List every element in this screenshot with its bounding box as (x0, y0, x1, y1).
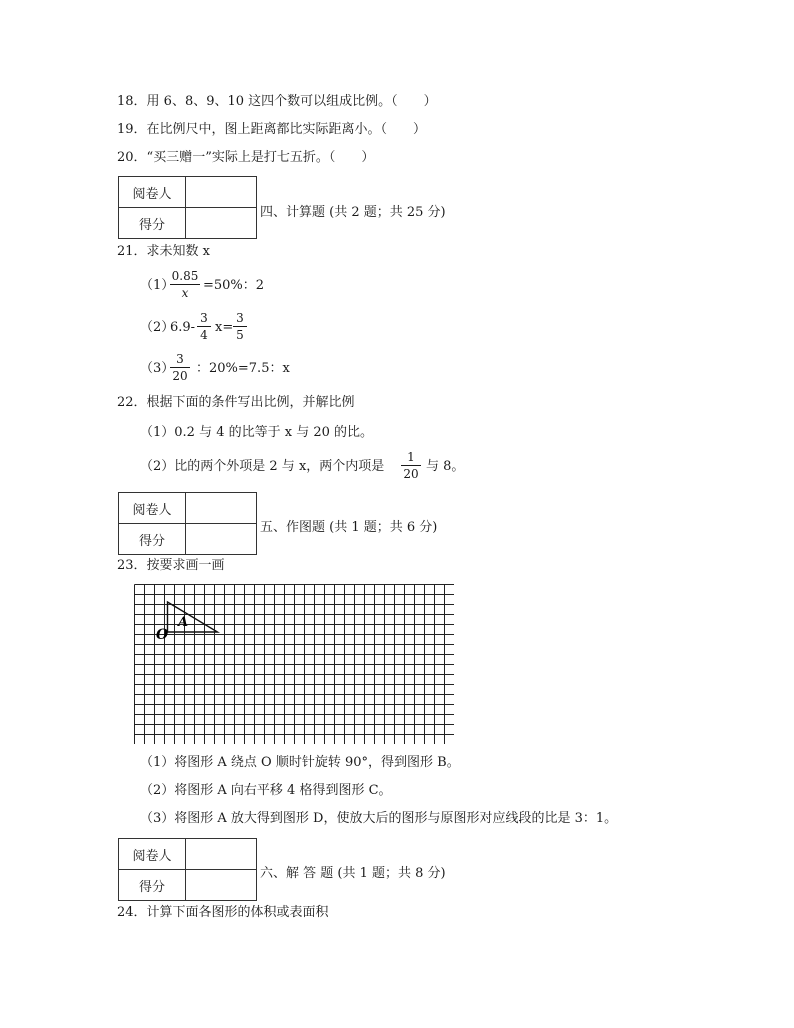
score-blank (186, 208, 257, 239)
q22-part2-post: 与 8。 (426, 459, 465, 474)
label-o: O (156, 627, 169, 643)
q21-part2-pre: 6.9- (170, 320, 196, 335)
fraction-denominator: 5 (236, 328, 244, 342)
question-21-stem: 21．求未知数 x (117, 244, 211, 259)
q23-part3: （3）将图形 A 放大得到图形 D，使放大后的图形与原图形对应线段的比是 3：1。 (140, 811, 618, 826)
question-22-stem: 22．根据下面的条件写出比例，并解比例 (117, 395, 355, 410)
triangle-a (168, 602, 218, 632)
fraction-numerator: 0.85 (171, 269, 199, 283)
q23-part2: （2）将图形 A 向右平移 4 格得到图形 C。 (140, 783, 392, 798)
reviewer-blank (186, 493, 257, 524)
q21-part2-fraction-1 (197, 311, 211, 342)
question-23-stem: 23．按要求画一画 (117, 558, 225, 573)
reviewer-label: 阅卷人 (119, 177, 186, 208)
q21-part3-rest: ：20%=7.5：x (196, 361, 290, 376)
fraction-denominator: 4 (200, 328, 208, 342)
q21-part1-label: （1） (140, 278, 175, 293)
section-4-title: 四、计算题 (共 2 题；共 25 分) (260, 205, 446, 220)
fraction-numerator: 3 (176, 352, 184, 366)
fraction-numerator: 3 (200, 311, 208, 325)
section-6-title: 六、解 答 题 (共 1 题；共 8 分) (260, 866, 446, 881)
fraction-denominator: x (181, 286, 189, 300)
q21-part2-label: （2） (140, 320, 175, 335)
score-box-section-4 (118, 176, 257, 239)
score-blank (186, 870, 257, 901)
score-blank (186, 524, 257, 555)
fraction-numerator: 3 (236, 311, 244, 325)
fraction-numerator: 1 (407, 450, 415, 464)
q22-part2-fraction (401, 450, 421, 481)
score-box-section-5 (118, 492, 257, 555)
score-box-section-6 (118, 838, 257, 901)
q21-part3-fraction (170, 352, 190, 383)
q22-part1: （1）0.2 与 4 的比等于 x 与 20 的比。 (140, 425, 374, 440)
score-label: 得分 (119, 524, 186, 555)
q21-part2-fraction-2 (233, 311, 247, 342)
question-18: 18．用 6、8、9、10 这四个数可以组成比例。（ ） (117, 94, 437, 109)
reviewer-blank (186, 839, 257, 870)
question-19: 19．在比例尺中，图上距离都比实际距离小。（ ） (117, 122, 427, 137)
q21-part3-label: （3） (140, 361, 175, 376)
q21-part1-fraction (170, 269, 200, 300)
q21-part1-rest: =50%：2 (203, 278, 265, 293)
section-5-title: 五、作图题 (共 1 题；共 6 分) (260, 520, 438, 535)
fraction-denominator: 20 (403, 467, 419, 481)
fraction-denominator: 20 (172, 369, 188, 383)
score-label: 得分 (119, 870, 186, 901)
reviewer-blank (186, 177, 257, 208)
question-20: 20．“买三赠一”实际上是打七五折。（ ） (117, 150, 375, 165)
q21-part2-mid: x= (215, 320, 234, 335)
q23-part1: （1）将图形 A 绕点 O 顺时针旋转 90°，得到图形 B。 (140, 755, 460, 770)
score-label: 得分 (119, 208, 186, 239)
drawing-grid (134, 584, 454, 744)
q22-part2-pre: （2）比的两个外项是 2 与 x，两个内项是 (140, 459, 385, 474)
question-24-stem: 24．计算下面各图形的体积或表面积 (117, 905, 329, 920)
reviewer-label: 阅卷人 (119, 839, 186, 870)
reviewer-label: 阅卷人 (119, 493, 186, 524)
label-a: A (178, 615, 189, 630)
